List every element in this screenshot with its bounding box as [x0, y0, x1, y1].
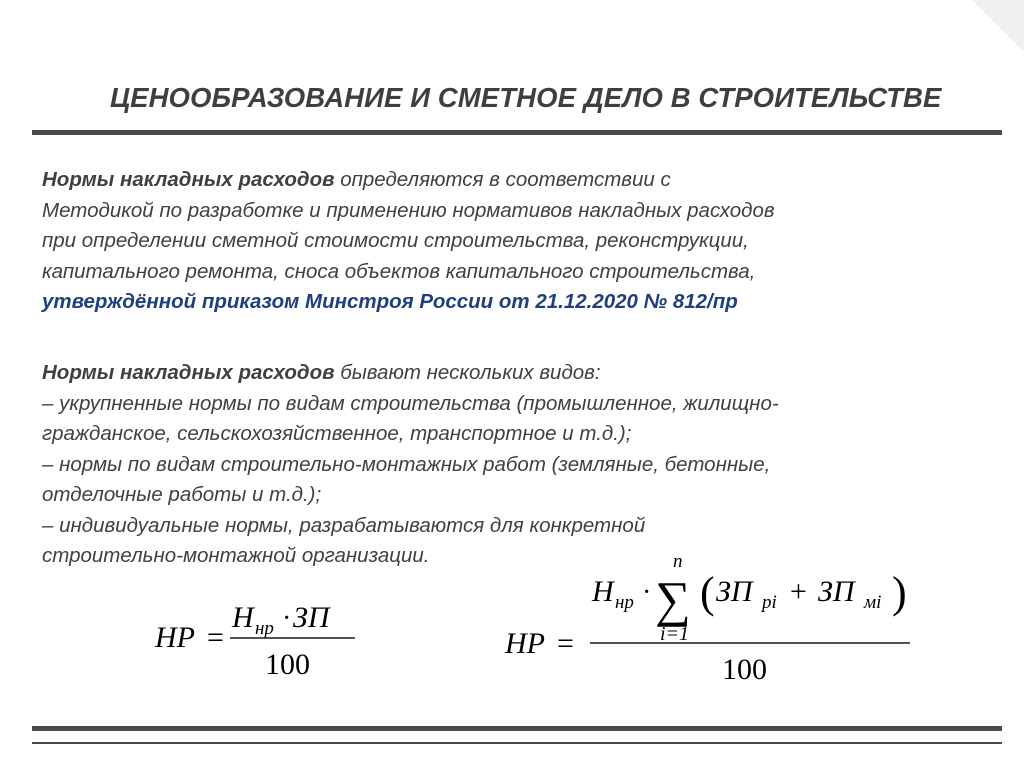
- para1-line-4: капитального ремонта, сноса объектов капитального строительства,: [42, 259, 756, 283]
- formula2-term1-sub: рi: [762, 592, 777, 613]
- sum-upper-limit: n: [673, 551, 683, 572]
- formula2-num-main: Н: [592, 575, 614, 608]
- formula1-num-sub: нр: [255, 618, 274, 639]
- para1-line-3: при определении сметной стоимости строительства, реконструкции,: [42, 229, 749, 252]
- right-paren: ): [892, 568, 907, 617]
- sigma-icon: ∑: [655, 571, 691, 627]
- formula1-num-main: Н: [232, 601, 254, 634]
- formula2-dot: ·: [642, 577, 652, 608]
- para1-lead-rest: определяются в соответствии с: [334, 168, 671, 191]
- footer-divider-thin: [32, 742, 1002, 744]
- title-divider: [32, 130, 1002, 135]
- list-item: – нормы по видам строительно-монтажных работ (земляные, бетонные,: [42, 452, 771, 476]
- list-item: отделочные работы и т.д.);: [42, 483, 322, 506]
- list-item: гражданское, сельскохозяйственное, транспортное и т.д.);: [42, 422, 632, 445]
- slide-title: ЦЕНООБРАЗОВАНИЕ И СМЕТНОЕ ДЕЛО В СТРОИТЕЛЬСТВЕ: [110, 82, 942, 113]
- formula1-eq: =: [207, 621, 224, 654]
- para2-lead-rest: бывают нескольких видов:: [334, 361, 601, 384]
- order-reference: утверждённой приказом Минстроя России от 21.12.2020 № 812/пр: [42, 290, 738, 313]
- formula-simple: [150, 590, 370, 685]
- formula1-den: 100: [265, 648, 310, 681]
- formula2-term1: ЗП: [716, 575, 753, 608]
- formula2-num-sub: нр: [615, 592, 634, 613]
- para1-lead-bold: Нормы накладных расходов: [42, 168, 335, 191]
- paragraph-types: [42, 358, 982, 572]
- para1-line-1: [42, 165, 982, 196]
- corner-decoration: [972, 0, 1024, 52]
- formula2-term2-sub: мi: [864, 592, 882, 613]
- para1-line-2: Методикой по разработке и применению нормативов накладных расходов: [42, 198, 775, 222]
- formula2-den: 100: [722, 653, 767, 685]
- formula2-plus: +: [790, 575, 807, 608]
- paragraph-methodology: [42, 165, 982, 318]
- list-item: – укрупненные нормы по видам строительства (промышленное, жилищно-: [42, 391, 779, 415]
- sum-lower-limit: i=1: [660, 623, 690, 645]
- para2-lead-bold: Нормы накладных расходов: [42, 361, 335, 384]
- formula2-eq: =: [557, 627, 574, 660]
- formula1-lhs: НР: [155, 621, 195, 654]
- formula2-term2: ЗП: [818, 575, 855, 608]
- list-item: – индивидуальные нормы, разрабатываются для конкретной: [42, 513, 646, 537]
- list-item: строительно-монтажной организации.: [42, 544, 430, 567]
- footer-divider-thick: [32, 726, 1002, 731]
- formula1-dot: ·: [282, 603, 292, 634]
- left-paren: (: [700, 568, 715, 617]
- formula1-num-var: ЗП: [293, 601, 330, 634]
- formula-sum: [500, 545, 920, 685]
- para2-line-1: [42, 358, 982, 389]
- formula2-lhs: НР: [505, 627, 545, 660]
